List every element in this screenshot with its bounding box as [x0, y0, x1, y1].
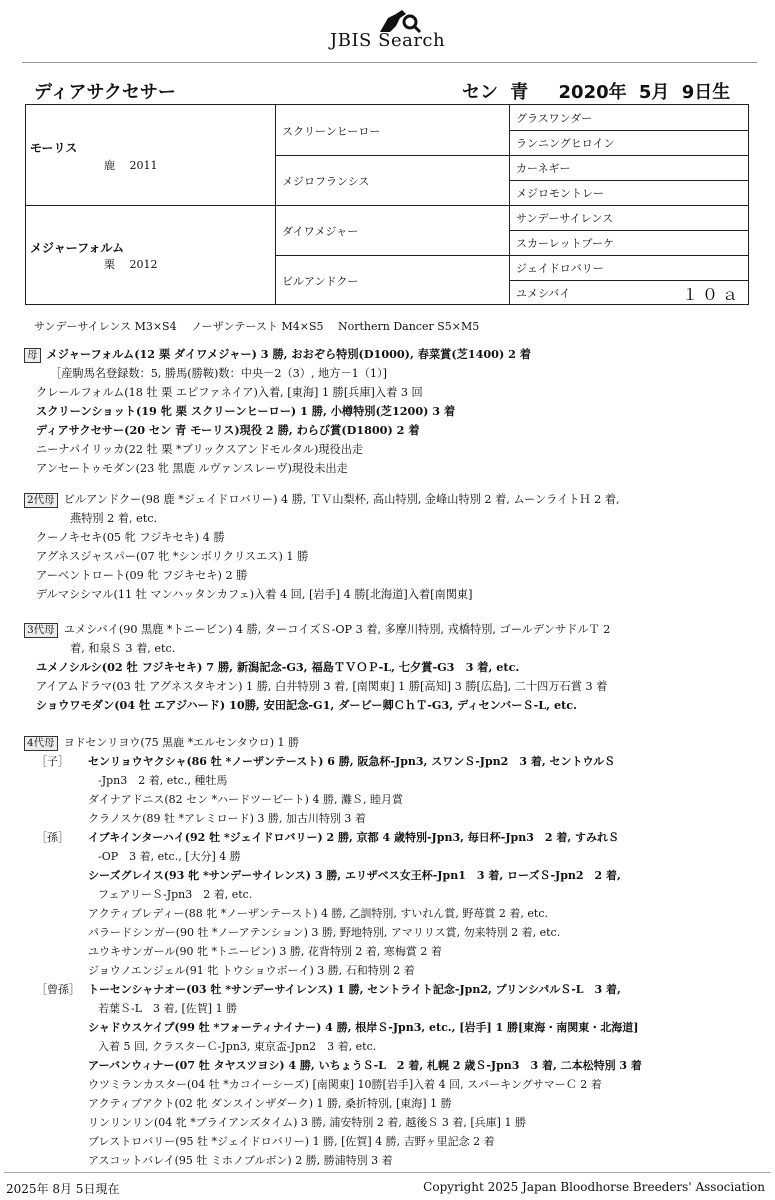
list-item: -OP 3 着, etc., [大分] 4 勝 — [98, 850, 241, 863]
section-tag: 2代母 — [24, 493, 58, 508]
list-item: ウツミランカスター(04 牡 *カコイーシーズ) [南関東] 10勝[岩手]入着 4 回, スパーキングサマーＣ 2 着 — [88, 1078, 602, 1091]
gen2-sire-dam: メジロフランシス — [282, 175, 370, 188]
list-item: パラードシンガー(90 牡 *ノーアテンション) 3 勝, 野地特別, アマリリス賞, 勿来特別 2 着, etc. — [88, 926, 561, 939]
footer-divider — [4, 1172, 771, 1173]
header-divider — [22, 62, 757, 63]
inbreeding-info: サンデーサイレンス M3×S4 ノーザンテースト M4×S5 Northern Dancer S5×M5 — [34, 320, 480, 333]
family-number: １０ａ — [681, 285, 742, 304]
section-2nd-dam — [24, 490, 620, 604]
dam-name: メジャーフォルム — [30, 241, 125, 255]
horse-name: ディアサクセサー — [34, 82, 176, 103]
gen3-5: サンデーサイレンス — [516, 212, 614, 225]
section-tag: 4代母 — [24, 736, 58, 751]
pedigree-table — [25, 104, 749, 305]
list-item: アーバンウィナー(07 牡 タヤスツヨシ) 4 勝, いちょうＳ-L 2 着, 札幌 2 歳Ｓ-Jpn3 3 着, 二本松特別 3 着 — [88, 1059, 642, 1072]
gen3-1: グラスワンダー — [516, 112, 593, 125]
gen3-6: スカーレットブーケ — [516, 237, 615, 250]
gen3-4: メジロモントレー — [516, 187, 604, 200]
list-item: トーセンシャナオー(03 牡 *サンデーサイレンス) 1 勝, セントライト記念-Jpn2, プリンシパルＳ-L 3 着, — [88, 983, 621, 996]
horse-info: セン 青 2020年 5月 9日生 — [462, 82, 731, 103]
list-item: ディアサクセサー(20 セン 青 モーリス)現役 2 勝, わらび賞(D1800) 2 着 — [36, 423, 420, 437]
list-item: 燕特別 2 着, etc. — [70, 512, 158, 525]
section-3rd-dam — [24, 620, 610, 715]
list-item: ユウキサンガール(90 牝 *トニービン) 3 勝, 花背特別 2 着, 寒梅賞 2 着 — [88, 945, 442, 958]
list-item: -Jpn3 2 着, etc., 種牡馬 — [98, 774, 228, 787]
list-item: ニーナパイリッカ(22 牡 栗 *ブリックスアンドモルタル)現役出走 — [36, 443, 364, 456]
gen2-sire-sire: スクリーンヒーロー — [282, 125, 381, 138]
list-item: クラノスケ(89 牡 *アレミロード) 3 勝, 加古川特別 3 着 — [88, 812, 366, 825]
list-item: アーベントロート(09 牝 フジキセキ) 2 勝 — [36, 569, 248, 582]
list-item: 若葉Ｓ-L 3 着, [佐賀] 1 勝 — [98, 1002, 238, 1015]
jbis-logo — [330, 8, 460, 54]
generation-label: ［子］ — [36, 755, 69, 768]
list-item: クレールフォルム(18 牡 栗 エピファネイア)入着, [東海] 1 勝[兵庫]入着 3 回 — [36, 386, 423, 399]
list-item: スクリーンショット(19 牝 栗 スクリーンヒーロー) 1 勝, 小樽特別(芝1200) 3 着 — [36, 404, 456, 418]
footer-copyright: Copyright 2025 Japan Bloodhorse Breeders' Association — [423, 1180, 765, 1194]
list-item: シャドウスケイプ(99 牡 *フォーティナイナー) 4 勝, 根岸Ｓ-Jpn3, etc., [岩手] 1 勝[東海・南関東・北海道] — [88, 1021, 639, 1034]
dam-color-year: 栗 2012 — [104, 258, 158, 271]
list-item: アグネスジャスパー(07 牝 *シンボリクリスエス) 1 勝 — [36, 550, 309, 563]
list-item: ジョウノエンジェル(91 牝 トウショウボーイ) 3 勝, 石和特別 2 着 — [88, 964, 415, 977]
section-dam — [24, 345, 531, 478]
list-item: クーノキセキ(05 牝 フジキセキ) 4 勝 — [36, 531, 225, 544]
generation-label: ［曾孫］ — [36, 983, 80, 996]
list-item: ブレストロバリー(95 牡 *ジェイドロバリー) 1 勝, [佐賀] 4 勝, 吉野ヶ里記念 2 着 — [88, 1135, 495, 1148]
footer-date: 2025年 8月 5日現在 — [6, 1182, 120, 1196]
list-item: ダイナアドニス(82 セン *ハードツービート) 4 勝, 灘Ｓ, 睦月賞 — [88, 793, 403, 806]
sire-name: モーリス — [30, 141, 78, 155]
list-item: リンリンリン(04 牝 *ブライアンズタイム) 3 勝, 浦安特別 2 着, 越後Ｓ 3 着, [兵庫] 1 勝 — [88, 1116, 526, 1129]
list-item: デルマシシマル(11 牡 マンハッタンカフェ)入着 4 回, [岩手] 4 勝[北海道]入着[南関東] — [36, 588, 473, 601]
list-item: シーズグレイス(93 牝 *サンデーサイレンス) 3 勝, エリザベス女王杯-Jpn1 3 着, ローズＳ-Jpn2 2 着, — [88, 869, 621, 882]
list-item: ユメシバイ(90 黒鹿 *トニービン) 4 勝, ターコイズＳ-OP 3 着, 多摩川特別, 戎橋特別, ゴールデンサドルＴ 2 — [63, 623, 611, 636]
gen3-3: カーネギー — [516, 162, 571, 175]
list-item: アンセートゥモダン(23 牝 黒鹿 ルヴァンスレーヴ)現役未出走 — [36, 462, 348, 475]
list-item: アイアムドラマ(03 牡 アグネスタキオン) 1 勝, 白井特別 3 着, [南関東] 1 勝[高知] 3 勝[広島], 二十四万石賞 3 着 — [36, 680, 608, 693]
list-item: 着, 和泉Ｓ 3 着, etc. — [70, 642, 176, 655]
section-tag: 3代母 — [24, 623, 58, 638]
gen3-8: ユメシバイ — [516, 287, 571, 300]
section-tag: 母 — [24, 348, 41, 363]
gen2-dam-dam: ビルアンドクー — [282, 275, 359, 288]
list-item: 入着 5 回, クラスターＣ-Jpn3, 東京盃-Jpn2 3 着, etc. — [98, 1040, 377, 1053]
gen3-7: ジェイドロバリー — [516, 262, 604, 275]
gen3-2: ランニングヒロイン — [516, 137, 615, 150]
logo-text: JBIS Search — [330, 30, 446, 51]
list-item: アスコットバレイ(95 牡 ミホノブルボン) 2 勝, 勝浦特別 3 着 — [88, 1154, 393, 1167]
sire-color-year: 鹿 2011 — [104, 159, 158, 172]
list-item: ヨドセンリヨウ(75 黒鹿 *エルセンタウロ) 1 勝 — [63, 736, 299, 749]
list-item: フェアリーＳ-Jpn3 2 着, etc. — [98, 888, 253, 901]
list-item: センリョウヤクシャ(86 牡 *ノーザンテースト) 6 勝, 阪急杯-Jpn3, スワンＳ-Jpn2 3 着, セントウルＳ — [88, 755, 616, 768]
generation-label: ［孫］ — [36, 831, 69, 844]
list-item: ［産駒馬名登録数：5, 勝馬(勝鞍)数：中央－2（3）, 地方－1（1）] — [50, 367, 387, 380]
list-item: ユメノシルシ(02 牡 フジキセキ) 7 勝, 新潟記念-G3, 福島ＴＶＯＰ-L, 七夕賞-G3 3 着, etc. — [36, 660, 520, 674]
list-item: ビルアンドクー(98 鹿 *ジェイドロバリー) 4 勝, ＴＶ山梨杯, 高山特別, 金峰山特別 2 着, ムーンライトＨ 2 着, — [63, 493, 620, 506]
list-item: イブキインターハイ(92 牡 *ジェイドロバリー) 2 勝, 京都 4 歳特別-Jpn3, 毎日杯-Jpn3 2 着, すみれＳ — [88, 831, 620, 844]
list-item: メジャーフォルム(12 栗 ダイワメジャー) 3 勝, おおぞら特別(D1000), 春菜賞(芝1400) 2 着 — [46, 347, 531, 361]
section-4th-dam — [24, 733, 642, 1170]
list-item: アクティブレディー(88 牝 *ノーザンテースト) 4 勝, 乙訓特別, すいれん賞, 野苺賞 2 着, etc. — [88, 907, 548, 920]
list-item: アクティブアクト(02 牝 ダンスインザダーク) 1 勝, 桑折特別, [東海] 1 勝 — [88, 1097, 452, 1110]
list-item: ショウワモダン(04 牡 エアジハード) 10勝, 安田記念-G1, ダービー卿ＣｈＴ-G3, ディセンバーＳ-L, etc. — [36, 698, 577, 712]
gen2-dam-sire: ダイワメジャー — [282, 225, 359, 238]
